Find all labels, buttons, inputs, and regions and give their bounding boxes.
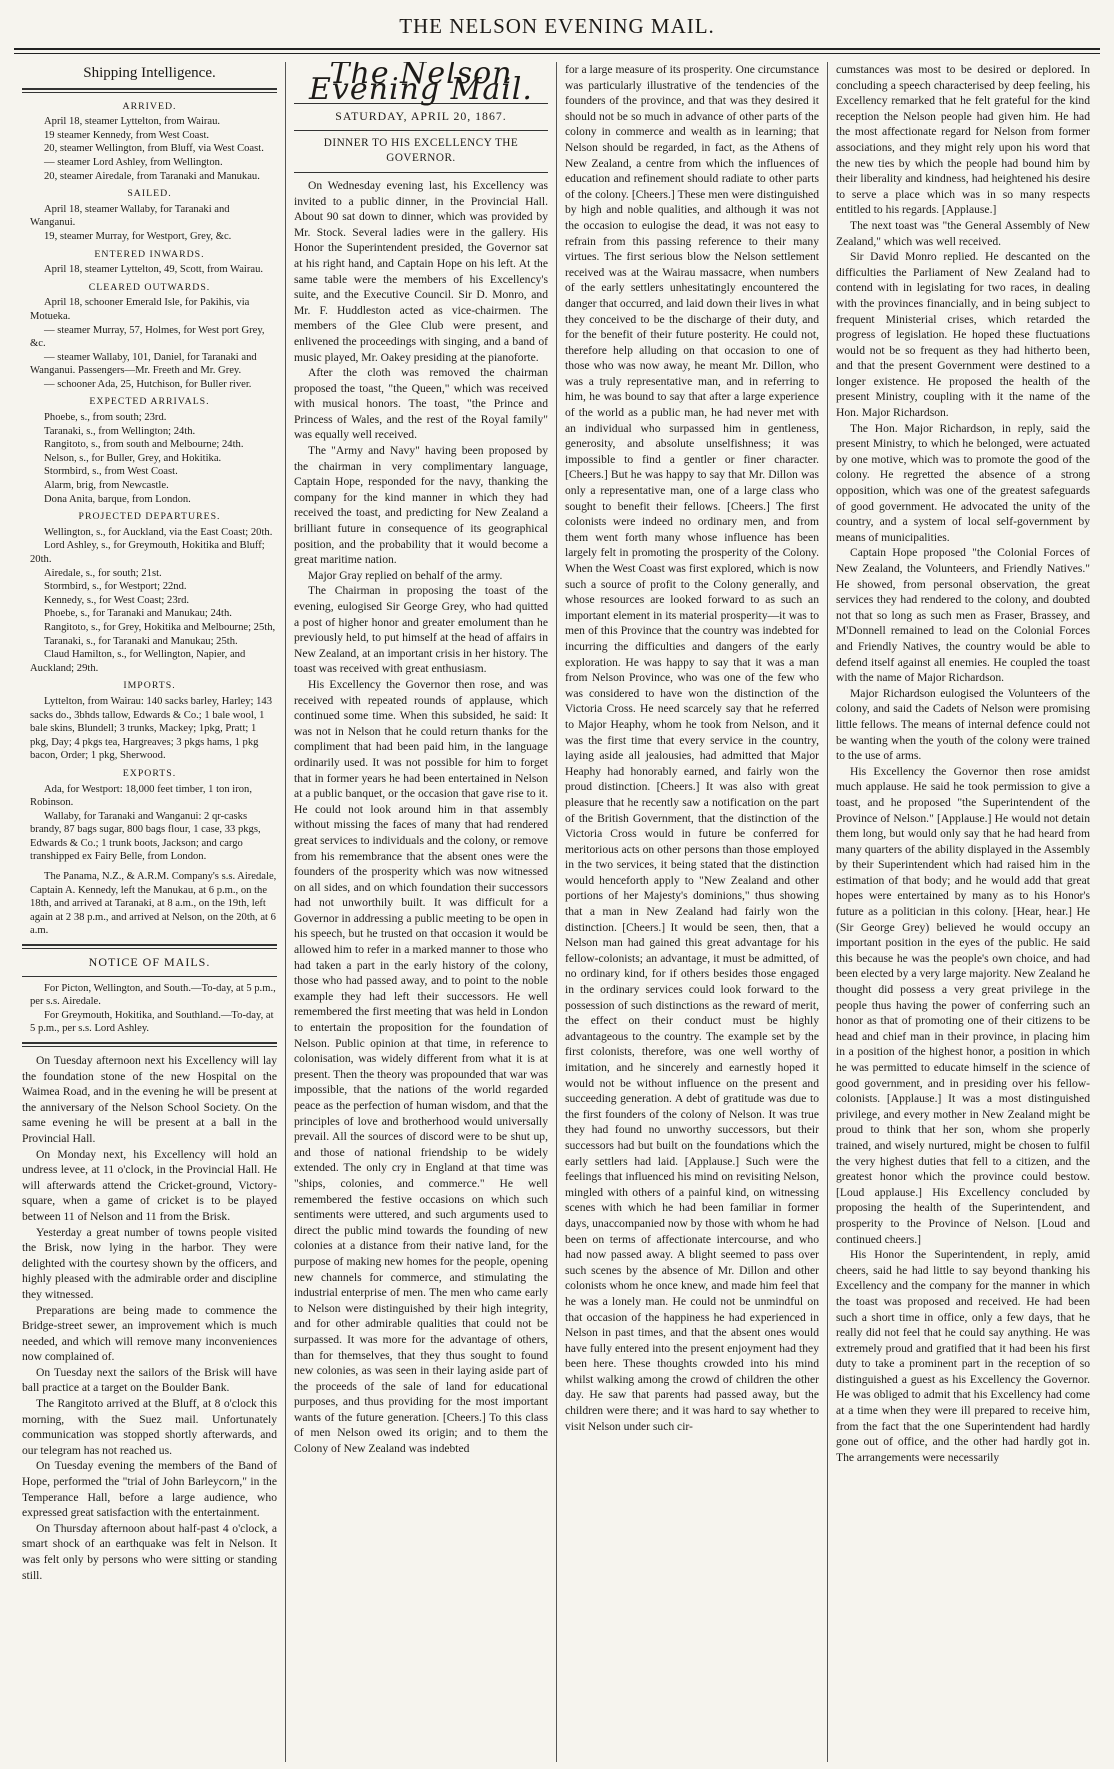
article-paragraph: The "Army and Navy" having been proposed by the chairman in very complimentary language, Captain Hope, responded for the navy, thanking the company for the kind manner in which they had received the toast, and predicting for New Zealand a brilliant future in consequence of its geographical position, and the probability that it would become a great maritime nation. [294, 444, 548, 567]
article-paragraph: The Chairman in proposing the toast of the evening, eulogised Sir George Grey, who had quitted a post of higher honor and greater emolument than he previously held, to put himself at the head of affairs in New Zealand, at an important crisis in her history. The toast was received with great enthusiasm. [294, 584, 548, 676]
article-paragraph: for a large measure of its prosperity. One circumstance was particularly illustrative of the tendencies of the founders of the province, and that was they desired it should not be so much in advance of other parts of the colony in commerce and wealth as in learning; that Nelson should be regarded, in fact, as the Athens of New Zealand, a centre from which the influences of education and refinement should radiate to other parts of the colony. [Cheers.] These men were distinguished by high and noble qualities, and although it was not the occasion to eulogise the dead, it was not easy to refrain from this passing reference to their many virtues. The first serious blow the Nelson settlement received was at the Wairau massacre, when numbers of the early settlers unhesitatingly encountered the danger that occurred, and laid down their lives in what they conceived to be the discharge of their duty, and for the benefit of their future posterity. He could not, therefore help alluding on that occasion to one of those who was now away, he meant Mr. Dillon, who was a truly representative man, and in referring to him, he was bound to say that after a large experience of the world as a public man, he had never met with an individual who surpassed him in gentleness, generosity, and absolute unselfishness; it was impossible to find a gentler or finer character. [Cheers.] But he was happy to say that Mr. Dillon was only a representative man, one of a large class who sought to benefit their fellows. [Cheers.] The first colonists were indeed no ordinary men, and from them went forth many whose influence has been largely felt in promoting the prosperity of the Colony. When the West Coast was first explored, which is now such a source of profit to the Colony generally, and whose resources are looked forward to as such an important element in its material prosperity—it was to men of this Province that the country was indebted for incurring the difficulties and dangers of the early exploration. He was happy to say that it was a man from Nelson Province, who was one of the few who was considered to have won the distinction of the Victoria Cross. He need scarcely say that he referred to Major Heaphy, whom he took from Nelson, and it was the first time that every service in the country, laying aside all jealousies, had admitted that Major Heaphy had honorably earned, and fairly won the proud distinction. [Cheers.] It was also with great pleasure that he recently saw a notification on the part of the British Government, that the distinction of the Victoria Cross would in future be conferred for meritorious acts on other persons than those employed in the two services, it being stated that the distinction would henceforth apply to "New Zealand and other portions of her Majesty's dominions," thus showing that a man in New Zealand had fairly won the distinction. [Cheers.] It would be seen, then, that a Nelson man had gained this great advantage for his fellow-colonists; an advantage, it must be admitted, of no ordinary kind, for if others besides those engaged in the ordinary services could look forward to the possession of such distinctions as the reward of merit, the effect on their conduct must be highly advantageous to the country. The example set by the first colonists, therefore, was one well worthy of imitation, and he sincerely and earnestly hoped it would not be without influence on the present and succeeding generation. A debt of gratitude was due to the first founders of the colony of Nelson. It was true they had found no unworthy successors, but their successors had but built on the foundations which the early settlers had laid. [Applause.] Such were the feelings that influenced his mind on revisiting Nelson, mingled with others of a painful kind, on witnessing scenes with which he had been familiar in former days, unaccompanied now by those with whom he had been on terms of affectionate intercourse, and who had now passed away. A blight seemed to pass over such scenes by the absence of Mr. Dillon and other colonists whom he once knew, and made him feel that he was a lonely man. He could not be unmindful on that occasion of the happiness he had experienced in Nelson in past times, and that the absent ones would have fully entered into the present enjoyment had they been here. These thoughts crowded into his mind whilst walking among the crowd of children the other day. He saw that parents had passed away, but the children were there; and it was hard to say whether to visit Nelson under such cir- [565, 63, 819, 1433]
divider [22, 944, 277, 949]
shipping-section-heading: EXPORTS. [122, 767, 177, 779]
shipping-entry: Stormbird, s., from West Coast. [44, 466, 178, 478]
mails-title: NOTICE OF MAILS. [88, 955, 211, 970]
news-paragraph: The Rangitoto arrived at the Bluff, at 8 o'clock this morning, with the Suez mail. Unfortunately communication was stopped shortly afterwards, and our telegram has not reached us. [22, 1397, 277, 1457]
shipping-entry: April 18, steamer Lyttelton, from Wairau. [44, 116, 221, 128]
shipping-section-heading: EXPECTED ARRIVALS. [89, 396, 210, 408]
shipping-entry: 20, steamer Wellington, from Bluff, via West Coast. [44, 143, 264, 155]
article-paragraph: Captain Hope proposed "the Colonial Forces of New Zealand, the Volunteers, and Friendly Natives." He showed, from personal observation, the great services they had rendered to the colony, and doubted not that so long as such men as Fraser, Brassey, and M'Donnell remained to lead on the Colonial Forces and Friendly Natives, the country would be able to defend itself against all enemies. He coupled the toast with the name of Major Richardson. [836, 546, 1090, 685]
divider [22, 1042, 277, 1047]
shipping-entry: April 18, steamer Wallaby, for Taranaki and Wanganui. [30, 203, 230, 229]
columns [14, 62, 1100, 1762]
dateline: SATURDAY, APRIL 20, 1867. [335, 109, 507, 124]
shipping-entry: April 18, steamer Lyttelton, 49, Scott, from Wairau. [44, 264, 264, 276]
article-paragraph: The next toast was "the General Assembly of New Zealand," which was well received. [836, 218, 1090, 248]
nameplate: The Nelson Evening Mail. [309, 62, 533, 107]
shipping-entry: Airedale, s., for south; 21st. [44, 567, 162, 579]
news-paragraph: On Monday next, his Excellency will hold an undress levee, at 11 o'clock, in the Provincial Hall. He will afterwards attend the Cricket-ground, Victory-square, when a game of cricket is to be played between 11 of Nelson and 11 from the Brisk. [22, 1147, 277, 1223]
shipping-entry: Alarm, brig, from Newcastle. [44, 480, 169, 492]
article-paragraph: Sir David Monro replied. He descanted on the difficulties the Parliament of New Zealand had to contend with in legislating for two races, in dealing with the provinces financially, and in being subject to frequent Ministerial crises, which retarded the progress of legislation. He hoped these fluctuations would not be so frequent as they had hitherto been, and that the present Government were destined to a longer existence. He proposed the health of the present Ministry, coupling with it the name of the Hon. Major Richardson. [836, 250, 1090, 420]
column-2 [285, 62, 556, 1762]
shipping-sections [22, 99, 277, 864]
shipping-section-heading: CLEARED OUTWARDS. [88, 281, 211, 293]
shipping-entry: Taranaki, s., from Wellington; 24th. [44, 425, 196, 437]
shipping-entry: — steamer Lord Ashley, from Wellington. [44, 156, 223, 168]
divider [22, 976, 277, 977]
shipping-section-heading: IMPORTS. [123, 680, 176, 692]
divider [294, 172, 548, 173]
shipping-entry: 19, steamer Murray, for Westport, Grey, &c. [44, 230, 232, 242]
shipping-entry: Phoebe, s., for Taranaki and Manukau; 24th. [44, 608, 232, 620]
article-paragraph: His Honor the Superintendent, in reply, amid cheers, said he had little to say beyond thanking his Excellency and the company for the manner in which the toast was proposed and received. He had been such a short time in office, only a few days, that he really did not feel that he could say anything. He was extremely proud and gratified that it had been his first duty to take a prominent part in the reception of so distinguished a guest as his Excellency the Governor. He was obliged to admit that his Excellency had come at a time when they were ill prepared to receive him, from the fact that the one Superintendent had hardly gone out of office, and the other had hardly got in. The arrangements were necessarily [836, 1248, 1090, 1464]
shipping-section-heading: SAILED. [127, 188, 172, 200]
news-paragraph: Preparations are being made to commence the Bridge-street sewer, an improvement which is much needed, and which will remove many inconveniences now complained of. [22, 1303, 277, 1364]
shipping-entry: Lyttelton, from Wairau: 140 sacks barley, Harley; 143 sacks do., 3bhds tallow, Edwards & Co.; 1 bale wool, 1 bale skins, Blundell; 3 trunks, Mackey; 1pkg, Pratt; 1 pkg, Day; 4 pkgs tea, Hargreaves; 3 pkgs hams, 1 pkg bacon, Order; 1 pkg, Sherwood. [30, 695, 273, 762]
mail-entry: For Picton, Wellington, and South.—To-day, at 5 p.m., per s.s. Airedale. [30, 982, 276, 1008]
shipping-section-heading: PROJECTED DEPARTURES. [78, 511, 221, 523]
shipping-entry: Phoebe, s., from south; 23rd. [44, 412, 167, 424]
divider [22, 88, 277, 93]
article-paragraph: On Wednesday evening last, his Excellency was invited to a public dinner, in the Provincial Hall. About 90 sat down to dinner, which was provided by Mr. Stock. Several ladies were in the gallery. His Honor the Superintendent presided, the Governor sat at his right hand, and Captain Hope on his left. At the same table were the members of his Excellency's suite, and the Executive Council. Sir D. Monro, and Mr. F. Huddleston acted as vice-chairmen. The members of the Glee Club were present, and enlivened the proceedings with singing, and a band of music played, Mr. Oakey presiding at the pianoforte. [294, 178, 548, 364]
shipping-entry: — steamer Murray, 57, Holmes, for West port Grey, &c. [30, 324, 265, 350]
panama-note: The Panama, N.Z., & A.R.M. Company's s.s. Airedale, Captain A. Kennedy, left the Manukau, at 6 p.m., on the 18th, and arrived at Taranaki, at 8 a.m., on the 19th, left again at 2 38 p.m., and arrived at Nelson, on the 20th, at 6 a.m. [30, 871, 277, 937]
shipping-entry: Stormbird, s., for Westport; 22nd. [44, 581, 187, 593]
article-paragraph: His Excellency the Governor then rose, and was received with repeated rounds of applause, which continued some time. When this subsided, he said: It was not in Nelson that he could return thanks for the compliment that had been paid him, in the language ordinarily used. It was not possible for him to forget that in former years he had been entertained in Nelson at a public banquet, or the occasion that gave rise to it. He could not look around him in that assembly without missing the faces of many that had rendered great services to individuals and the colony, or remove from his remembrance that the absent ones were the founders of the prosperity which was now witnessed on all sides, and on which foundation their successors had not unworthily built. It was difficult for a Governor in addressing a public meeting to be open in his speech, but he trusted on that occasion it would be allowed him to refer in a marked manner to those who had taken a part in the early history of the colony, those who had passed away, and to point to the noble example they had left their successors. He well remembered the first meeting that was held in London to entertain the proposition for the foundation of Nelson. Public opinion at that time, in reference to colonisation, was widely different from what it is at present. Then the theory was propounded that war was impossible, that the nations of the world regarded peace as the perfection of human wisdom, and that the principles of love and brotherhood would universally prevail. All the sources of discord were to be shut up, and those of national friendship to be widely extended. The only cry in England at that time was "ships, colonies, and commerce." He well remembered the festive occasions on which such sentiments were uttered, and such arguments used to direct the public mind towards the founding of new colonies at a distance from their native land, for the purpose of making new homes for the people, opening new channels for commerce, and stimulating the industrial enterprise of men. The men who came early to Nelson were distinguished by their high integrity, and for other admirable qualities that could not be surpassed. It was more for the advantage of others, than for themselves, that they thus sought to found new colonies, as was seen in their laying aside part of the proceeds of the sale of land for educational purposes, and thus providing for the most important wants of the future generation. [Cheers.] To this class of men Nelson owed its origin; and to them the Colony of New Zealand was indebted [294, 677, 548, 1456]
news-paragraph: On Tuesday afternoon next his Excellency will lay the foundation stone of the new Hospital on the Waimea Road, and in the evening he will be present at the anniversary of the Nelson School Society. On the same evening he will be present at a ball in the Provincial Hall. [22, 1054, 277, 1145]
local-news [22, 1053, 277, 1583]
masthead: THE NELSON EVENING MAIL. [399, 14, 715, 38]
news-paragraph: On Tuesday evening the members of the Band of Hope, performed the "trial of John Barleycorn," in the Temperance Hall, before a large audience, who expressed great satisfaction with the entertainment. [22, 1459, 277, 1520]
shipping-entry: Kennedy, s., for West Coast; 23rd. [44, 594, 190, 606]
article-paragraph: After the cloth was removed the chairman proposed the toast, "the Queen," which was received with musical honors. The toast, "the Prince and Princess of Wales, and the rest of the Royal family" was equally well received. [294, 366, 548, 442]
article-body-col3 [565, 62, 819, 1434]
article-headline: DINNER TO HIS EXCELLENCY THE GOVERNOR. [323, 136, 519, 165]
article-paragraph: Major Richardson eulogised the Volunteers of the colony, and said the Cadets of Nelson were promising little fellows. The means of internal defence could not be wanting when the youth of the colony were trained to the use of arms. [836, 686, 1090, 763]
news-paragraph: On Thursday afternoon about half-past 4 o'clock, a smart shock of an earthquake was felt in Nelson. It was felt only by persons who were sitting or standing still. [22, 1521, 277, 1582]
shipping-entry: Dona Anita, barque, from London. [44, 493, 191, 505]
news-paragraph: On Tuesday next the sailors of the Brisk will have ball practice at a target on the Boulder Bank. [22, 1365, 277, 1395]
shipping-title: Shipping Intelligence. [83, 65, 216, 81]
column-1 [14, 62, 285, 1762]
column-3 [556, 62, 827, 1762]
shipping-entry: Claud Hamilton, s., for Wellington, Napier, and Auckland; 29th. [30, 649, 246, 674]
shipping-entry: Wellington, s., for Auckland, via the East Coast; 20th. [44, 526, 273, 538]
article-paragraph: His Excellency the Governor then rose amidst much applause. He said he took permission to give a toast, and he proposed "the Superintendent of the Province of Nelson." [Applause.] He would not detain them long, but would only say that he had heard from many quarters of the ability displayed in the Assembly by their Superintendent which had raised him in the estimation of that body; and he would add that great hopes were entertained by many as to his Honor's future as a politician in this colony. [Hear, hear.] He (Sir George Grey) believed he would occupy an important position in the eyes of the public. He said this because he was the people's own choice, and had been elected by a very large majority. New Zealand he thought did possess a very great privilege in the people thus having the power of conferring such an honor as that of promoting one of their citizens to be head and chief man in their province, in placing him in a position of the highest honor, a position in which he was permitted to educate himself in the science of good government, and in presiding over his fellow-colonists. [Applause.] It was a most distinguished privilege, and every mother in New Zealand might be proud to think that her son, whom she properly trained, and wisely nurtured, might be chosen to fulfil the very highest duties that fell to a citizen, and the greatest honor which the province could bestow. [Loud applause.] His Excellency concluded by proposing the health of the Superintendent, and prosperity to the Province of Nelson. [Loud and continued cheers.] [836, 764, 1090, 1246]
article-body-col4 [836, 62, 1090, 1465]
shipping-section-heading: ARRIVED. [122, 100, 177, 112]
shipping-entry: Nelson, s., for Buller, Grey, and Hokitika. [44, 452, 222, 464]
article-body-col2 [294, 178, 548, 1457]
shipping-entry: Lord Ashley, s., for Greymouth, Hokitika and Bluff; 20th. [30, 540, 265, 565]
shipping-entry: April 18, schooner Emerald Isle, for Pakihis, via Motueka. [30, 297, 250, 322]
shipping-entry: — schooner Ada, 25, Hutchison, for Buller river. [44, 378, 252, 390]
mail-entry: For Greymouth, Hokitika, and Southland.—To-day, at 5 p.m., per s.s. Lord Ashley. [30, 1009, 274, 1035]
shipping-entry: — steamer Wallaby, 101, Daniel, for Taranaki and Wanganui. Passengers—Mr. Freeth and Mr. Grey. [30, 351, 257, 377]
article-paragraph: The Hon. Major Richardson, in reply, said the present Ministry, to which he belonged, were actuated by one motive, which was to promote the good of the colony. He regretted the absence of a strong opposition, which was one of the greatest safeguards of good government. He advocated the unity of the country, and a system of local self-government by means of municipalities. [836, 421, 1090, 544]
shipping-section-heading: ENTERED INWARDS. [94, 248, 205, 260]
column-4 [827, 62, 1098, 1762]
article-paragraph: cumstances was most to be desired or deplored. In concluding a speech characterised by deep feeling, his Excellency remarked that he felt grateful for the kind reception the Nelson people had given him. He had the most affectionate regard for Nelson from former associations, and they might rely upon his word that the new ties by which the people had bound him by their liberality and kindness, had heightened his desire to serve a place which was in so many respects entitled to his regards. [Applause.] [836, 63, 1090, 217]
divider [294, 130, 548, 131]
shipping-entry: 19 steamer Kennedy, from West Coast. [44, 129, 210, 141]
news-paragraph: Yesterday a great number of towns people visited the Brisk, now lying in the harbor. They were delighted with the courtesy shown by the officers, and highly pleased with the admirable order and discipline they witnessed. [22, 1225, 277, 1301]
masthead-rule [14, 48, 1100, 54]
shipping-entry: Rangitoto, s., for Grey, Hokitika and Melbourne; 25th, [44, 621, 276, 633]
shipping-entry: 20, steamer Airedale, from Taranaki and Manukau. [44, 170, 260, 182]
shipping-entry: Taranaki, s., for Taranaki and Manukau; 25th. [44, 635, 238, 647]
shipping-entry: Wallaby, for Taranaki and Wanganui: 2 qr-casks brandy, 87 bags sugar, 800 bags flour, 1 case, 33 pkgs, Edwards & Co.; 1 trunk boots, Jackson; and cargo transhipped ex Fairy Belle, from London. [30, 810, 261, 863]
shipping-entry: Rangitoto, s., from south and Melbourne; 24th. [44, 439, 244, 451]
article-paragraph: Major Gray replied on behalf of the army. [308, 568, 503, 582]
shipping-entry: Ada, for Westport: 18,000 feet timber, 1 ton iron, Robinson. [30, 783, 253, 809]
